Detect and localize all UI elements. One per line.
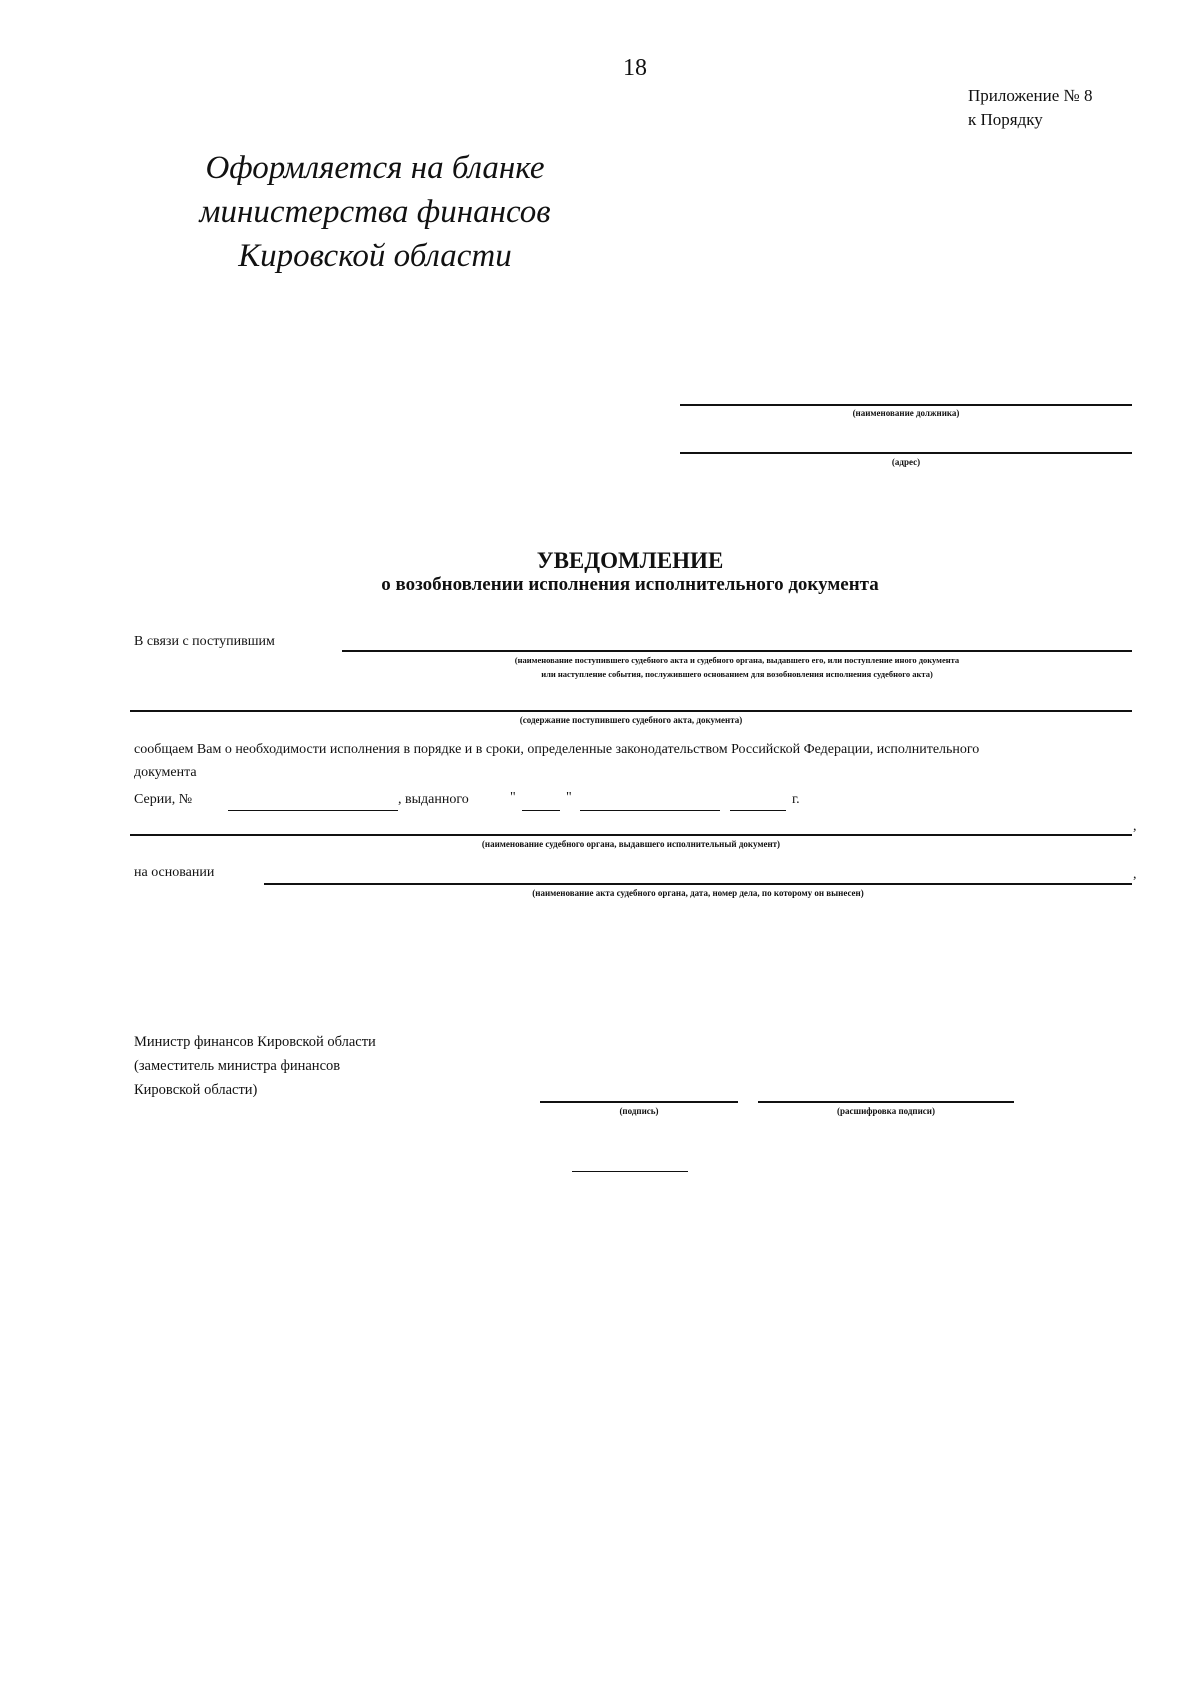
address-caption: (адрес) (891, 457, 921, 467)
year-label: г. (792, 792, 800, 807)
date-quote-close: " (566, 790, 572, 805)
document-title: УВЕДОМЛЕНИЕ (536, 548, 724, 573)
letterhead-note-line-1: Оформляется на бланке (205, 150, 545, 186)
act-content-line[interactable] (130, 710, 1132, 712)
series-label: Серии, № (134, 792, 193, 807)
document-subtitle: о возобновлении исполнения исполнительного документа (381, 574, 879, 595)
basis-label: на основании (134, 865, 215, 880)
issue-day-line[interactable] (522, 810, 560, 811)
notice-line-1: сообщаем Вам о необходимости исполнения в порядке и в сроки, определенные законодательством Российской Федерации, исполнительного (134, 742, 980, 757)
issue-month-line[interactable] (580, 810, 720, 811)
debtor-name-line[interactable] (680, 404, 1132, 406)
signature-decode-line[interactable] (758, 1101, 1014, 1103)
appendix-reference (968, 84, 1092, 132)
court-name-line[interactable] (130, 834, 1132, 836)
basis-act-caption: (наименование акта судебного органа, дата, номер дела, по которому он вынесен) (532, 888, 864, 898)
issued-label: , выданного (398, 792, 469, 807)
basis-line-comma: , (1133, 867, 1137, 882)
date-quote-open: " (510, 790, 516, 805)
appendix-line-2: к Порядку (968, 110, 1043, 129)
intro-label: В связи с поступившим (134, 634, 275, 649)
signatory-line-2: (заместитель министра финансов (134, 1058, 341, 1074)
page-number: 18 (623, 55, 647, 81)
end-separator (572, 1171, 688, 1172)
court-name-caption: (наименование судебного органа, выдавшего исполнительный документ) (481, 839, 781, 849)
received-act-caption-2: или наступление события, послужившего основанием для возобновления исполнения судебного акта) (541, 669, 933, 679)
notice-line-2: документа (134, 765, 197, 780)
received-act-line[interactable] (342, 650, 1132, 652)
basis-act-line[interactable] (264, 883, 1132, 885)
act-content-caption: (содержание поступившего судебного акта, документа) (519, 715, 743, 725)
issue-year-line[interactable] (730, 810, 786, 811)
signatory-title (134, 1030, 376, 1102)
letterhead-note (170, 146, 580, 278)
signature-line[interactable] (540, 1101, 738, 1103)
letterhead-note-line-2: министерства финансов (199, 194, 551, 230)
letterhead-note-line-3: Кировской области (238, 238, 512, 274)
signature-caption: (подпись) (619, 1106, 659, 1116)
received-act-caption-1: (наименование поступившего судебного акта и судебного органа, выдавшего его, или поступление иного документа (514, 655, 960, 665)
signature-decode-caption: (расшифровка подписи) (837, 1106, 935, 1116)
address-line[interactable] (680, 452, 1132, 454)
court-line-comma: , (1133, 819, 1137, 834)
signatory-line-3: Кировской области) (134, 1082, 258, 1098)
debtor-name-caption: (наименование должника) (852, 408, 960, 418)
appendix-line-1: Приложение № 8 (968, 86, 1093, 105)
series-number-line[interactable] (228, 810, 398, 811)
signatory-line-1: Министр финансов Кировской области (134, 1034, 376, 1050)
